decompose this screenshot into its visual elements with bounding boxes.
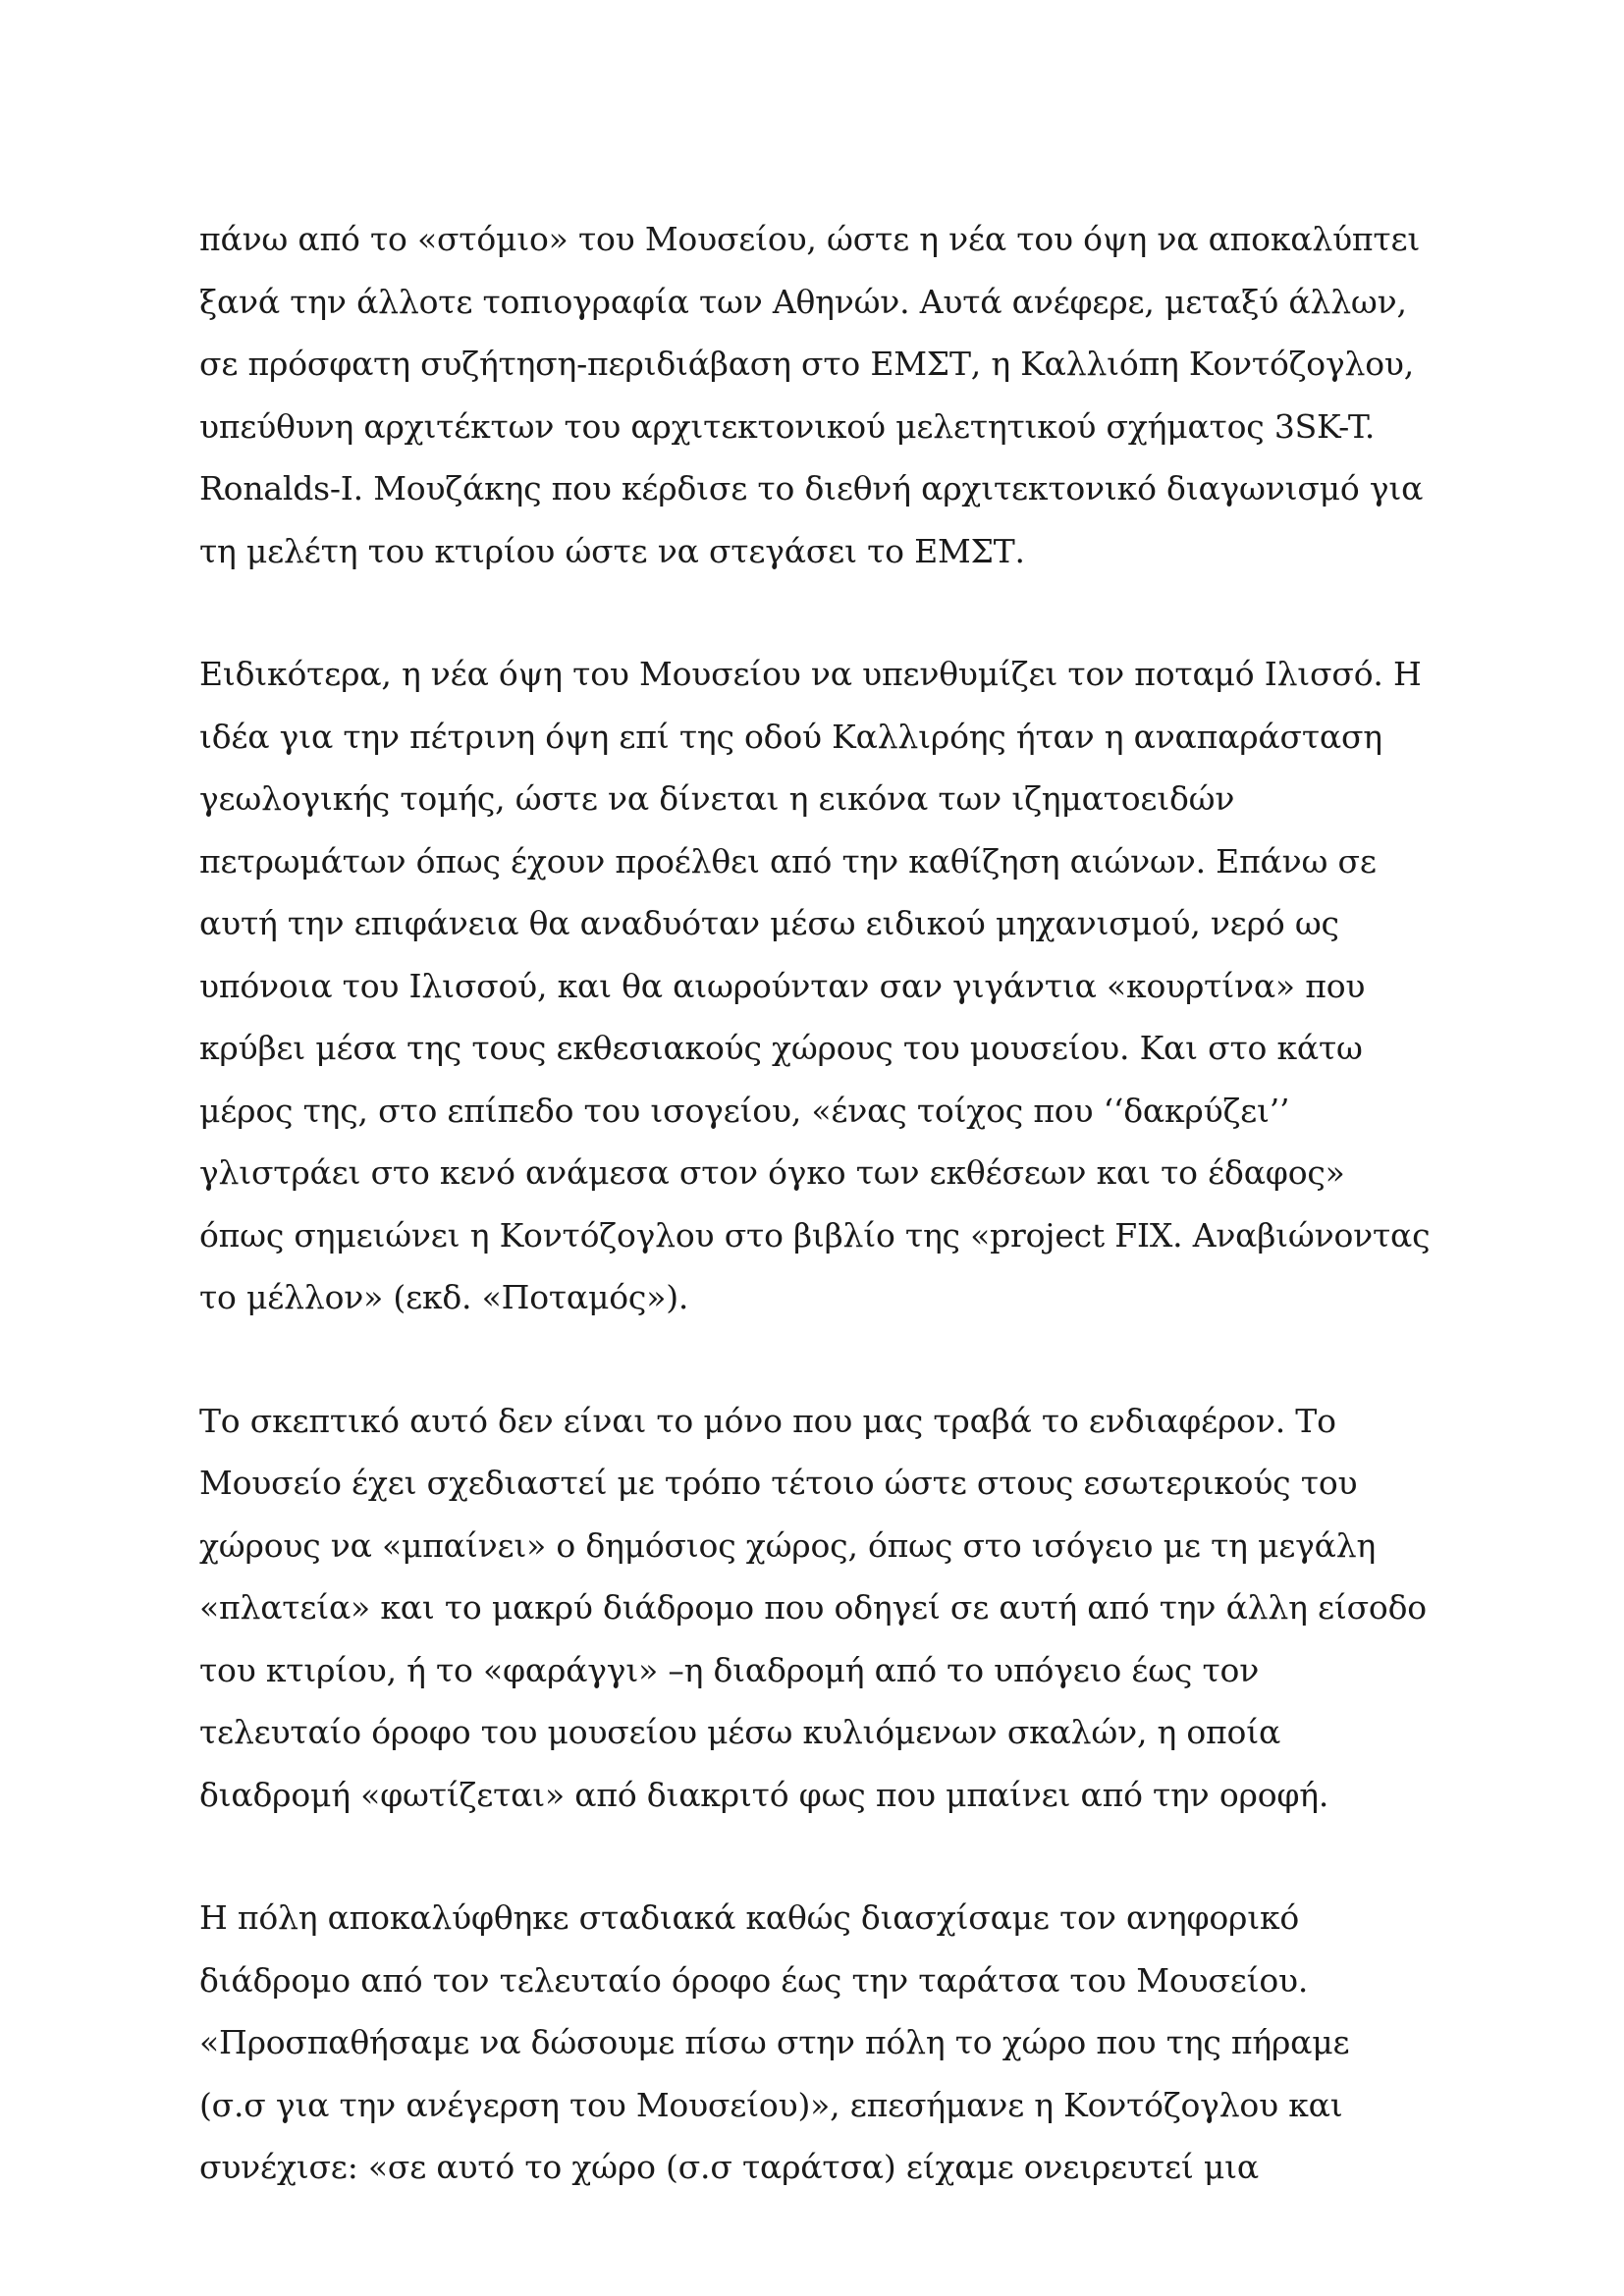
text-line: διάδρομο από τον τελευταίο όροφο έως την ταράτσα του Μουσείου. [199, 1960, 1309, 2000]
text-line: Μουσείο έχει σχεδιαστεί με τρόπο τέτοιο ώστε στους εσωτερικούς του [199, 1464, 1358, 1502]
text-line: υπόνοια του Ιλισσού, και θα αιωρούνταν σαν γιγάντια «κουρτίνα» που [199, 966, 1366, 1005]
text-line: Ειδικότερα, η νέα όψη του Μουσείου να υπενθυμίζει τον ποταμό Ιλισσό. Η [199, 655, 1422, 693]
text-line: διαδρομή «φωτίζεται» από διακριτό φως που μπαίνει από την οροφή. [199, 1775, 1329, 1814]
text-line: πάνω από το «στόμιο» του Μουσείου, ώστε η νέα του όψη να αποκαλύπτει [199, 220, 1421, 258]
text-line: το μέλλον» (εκδ. «Ποταμός»). [199, 1278, 689, 1316]
text-line: (σ.σ για την ανέγερση του Μουσείου)», επεσήμανε η Κοντόζογλου και [199, 2085, 1343, 2124]
text-line: Ronalds-I. Μουζάκης που κέρδισε το διεθνή αρχιτεκτονικό διαγωνισμό για [199, 469, 1424, 507]
paragraph-2 [199, 643, 1446, 1329]
text-line: του κτιρίου, ή το «φαράγγι» –η διαδρομή από το υπόγειο έως τον [199, 1650, 1260, 1689]
text-line: συνέχισε: «σε αυτό το χώρο (σ.σ ταράτσα) είχαμε ονειρευτεί μια [199, 2148, 1259, 2186]
text-line: γλιστράει στο κενό ανάμεσα στον όγκο των εκθέσεων και το έδαφος» [199, 1153, 1345, 1192]
text-line: αυτή την επιφάνεια θα αναδυόταν μέσω ειδικού μηχανισμού, νερό ως [199, 904, 1339, 942]
document-body [199, 208, 1446, 2260]
text-line: μέρος της, στο επίπεδο του ισογείου, «ένας τοίχος που ‘‘δακρύζει’’ [199, 1091, 1290, 1130]
text-line: σε πρόσφατη συζήτηση-περιδιάβαση στο ΕΜΣΤ, η Καλλιόπη Κοντόζογλου, [199, 345, 1415, 383]
text-line: «πλατεία» και το μακρύ διάδρομο που οδηγεί σε αυτή από την άλλη είσοδο [199, 1588, 1427, 1627]
text-line: τελευταίο όροφο του μουσείου μέσω κυλιόμενων σκαλών, η οποία [199, 1713, 1281, 1751]
text-line: γεωλογικής τομής, ώστε να δίνεται η εικόνα των ιζηματοειδών [199, 779, 1235, 818]
paragraph-4 [199, 1887, 1446, 2199]
paragraph-1 [199, 208, 1446, 582]
text-line: τη μελέτη του κτιρίου ώστε να στεγάσει το ΕΜΣΤ. [199, 531, 1025, 570]
text-line: κρύβει μέσα της τους εκθεσιακούς χώρους του μουσείου. Και στο κάτω [199, 1029, 1363, 1067]
paragraph-3 [199, 1390, 1446, 1827]
text-line: ξανά την άλλοτε τοπιογραφία των Αθηνών. Αυτά ανέφερε, μεταξύ άλλων, [199, 282, 1407, 321]
text-line: πετρωμάτων όπως έχουν προέλθει από την καθίζηση αιώνων. Επάνω σε [199, 841, 1377, 881]
text-line: Το σκεπτικό αυτό δεν είναι το μόνο που μας τραβά το ενδιαφέρον. Το [199, 1401, 1336, 1440]
text-line: «Προσπαθήσαμε να δώσουμε πίσω στην πόλη το χώρο που της πήραμε [199, 2023, 1350, 2061]
text-line: ιδέα για την πέτρινη όψη επί της οδού Καλλιρόης ήταν η αναπαράσταση [199, 717, 1382, 756]
text-line: υπεύθυνη αρχιτέκτων του αρχιτεκτονικού μελετητικού σχήματος 3SK-T. [199, 406, 1376, 446]
text-line: χώρους να «μπαίνει» ο δημόσιος χώρος, όπως στο ισόγειο με τη μεγάλη [199, 1525, 1377, 1565]
text-line: όπως σημειώνει η Κοντόζογλου στο βιβλίο της «project FIX. Αναβιώνοντας [199, 1215, 1431, 1255]
text-line: Η πόλη αποκαλύφθηκε σταδιακά καθώς διασχίσαμε τον ανηφορικό [199, 1898, 1300, 1937]
